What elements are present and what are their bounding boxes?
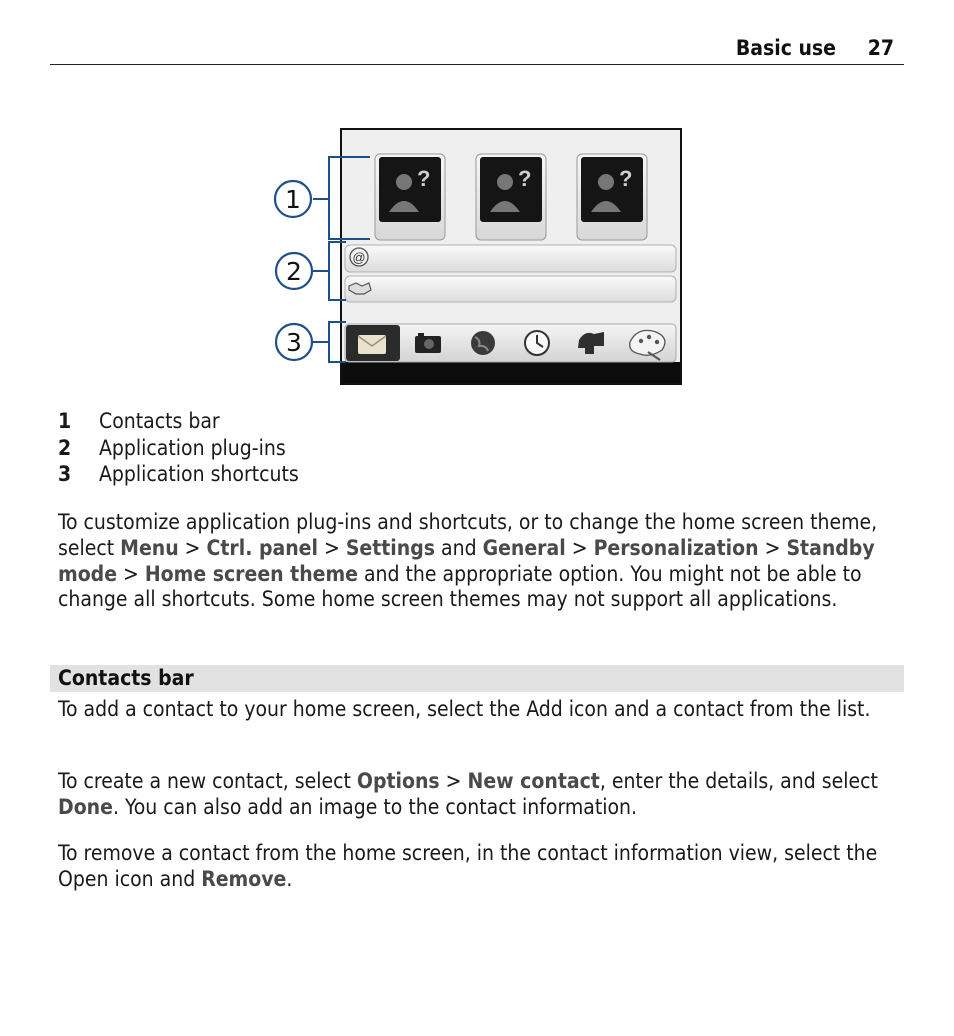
- svg-text:1: 1: [285, 185, 301, 214]
- menu-path-standby-mode: Standby mode: [58, 535, 875, 586]
- svg-text:?: ?: [619, 166, 633, 191]
- home-screen-figure: [270, 126, 684, 388]
- legend-number: 3: [58, 462, 72, 486]
- menu-path-menu: Menu: [120, 535, 179, 560]
- legend-item: [58, 408, 299, 435]
- menu-path-home-screen-theme: Home screen theme: [144, 561, 358, 586]
- remove-contact-paragraph: To remove a contact from the home screen, in the contact information view, select the Open icon and Remove.: [58, 841, 878, 891]
- email-plugin-row: [345, 245, 676, 272]
- customize-paragraph: To customize application plug-ins and shortcuts, or to change the home screen theme, select Menu > Ctrl. panel > Settings and General > Personalization > Standby mode > Home screen theme and the appropriate option. You might not be able to change all shortcuts. Some home screen themes may not support all applications.: [58, 510, 878, 612]
- svg-text:@: @: [352, 250, 366, 265]
- legend-number: 2: [58, 435, 72, 460]
- contact-card: [476, 154, 546, 240]
- contact-card: [577, 154, 647, 240]
- svg-text:3: 3: [286, 328, 302, 357]
- legend-item: [58, 435, 299, 462]
- section-header: [50, 665, 904, 692]
- menu-path-done: Done: [58, 794, 113, 819]
- menu-path-personalization: Personalization: [593, 535, 759, 560]
- chat-plugin-row: [345, 276, 676, 302]
- screen-bottom-bar: [342, 362, 680, 383]
- legend-item: [58, 461, 299, 488]
- callout-2: [276, 253, 312, 289]
- menu-path-ctrl-panel: Ctrl. panel: [206, 535, 318, 560]
- create-contact-paragraph: To create a new contact, select Options > New contact, enter the details, and select Done. You can also add an image to the contact information.: [58, 769, 878, 819]
- page-number: 27: [867, 36, 894, 60]
- camera-icon: [415, 333, 441, 353]
- menu-path-options: Options: [356, 769, 440, 793]
- menu-path-new-contact: New contact: [467, 769, 600, 793]
- globe-icon: [471, 331, 495, 355]
- legend-label: Application shortcuts: [99, 462, 299, 486]
- contact-card: [375, 154, 445, 240]
- handshake-icon: [349, 283, 371, 294]
- menu-path-remove: Remove: [201, 866, 287, 891]
- menu-path-settings: Settings: [345, 535, 436, 560]
- legend-label: Contacts bar: [99, 409, 220, 433]
- page-header: [50, 36, 904, 65]
- clock-icon: [525, 331, 549, 355]
- svg-text:?: ?: [417, 166, 431, 191]
- legend-label: Application plug-ins: [99, 435, 286, 460]
- figure-legend: [58, 408, 299, 488]
- menu-path-general: General: [482, 535, 566, 560]
- section-title: Contacts bar: [58, 666, 194, 690]
- legend-number: 1: [58, 409, 72, 433]
- callout-1: [275, 181, 311, 217]
- svg-text:?: ?: [518, 166, 532, 191]
- svg-text:2: 2: [286, 257, 302, 286]
- header-title: Basic use: [735, 36, 836, 60]
- add-contact-paragraph: To add a contact to your home screen, select the Add icon and a contact from the list.: [58, 697, 871, 721]
- callout-3: [276, 324, 312, 360]
- mail-icon: [346, 325, 400, 361]
